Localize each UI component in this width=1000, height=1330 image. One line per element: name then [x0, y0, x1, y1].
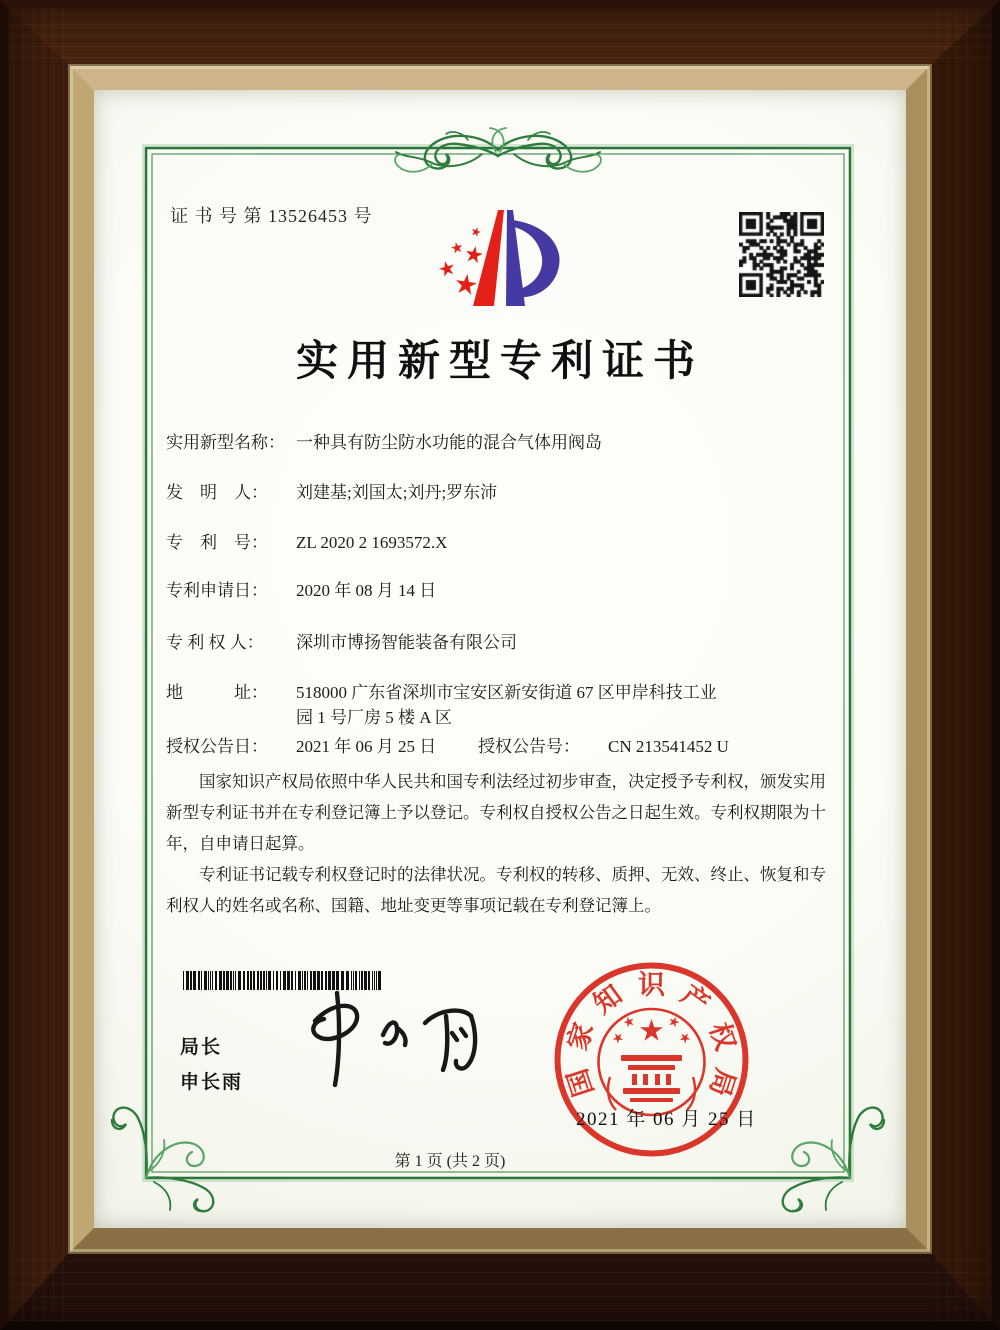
svg-text:局: 局: [703, 1065, 741, 1100]
field-label: 专 利 权 人：: [166, 633, 264, 652]
svg-text:知: 知: [587, 979, 628, 1020]
field-row-grant-no: [478, 734, 729, 759]
field-row-patent-no: [166, 530, 447, 555]
field-row-address: [166, 680, 717, 730]
director-name: 申长雨: [180, 1072, 244, 1093]
field-label: 专利申请日：: [166, 581, 268, 600]
field-label: 授权公告日：: [166, 737, 268, 756]
qr-code-icon: [739, 212, 824, 297]
field-value-line2: 园 1 号厂房 5 楼 A 区: [296, 708, 452, 727]
svg-text:权: 权: [703, 1019, 741, 1054]
field-value: 2021 年 06 月 25 日: [296, 737, 437, 756]
field-value: ZL 2020 2 1693572.X: [296, 533, 448, 552]
official-seal-icon: [544, 952, 759, 1167]
field-value: 2020 年 08 月 14 日: [296, 581, 437, 600]
gold-trim: [68, 64, 932, 1254]
field-row-inventors: [166, 480, 497, 505]
seal-date: 2021 年 06 月 25 日: [576, 1109, 757, 1130]
page-number: 第 1 页 (共 2 页): [394, 1153, 506, 1170]
field-label: 实用新型名称：: [166, 433, 285, 452]
field-value: 一种具有防尘防水功能的混合气体用阀岛: [296, 433, 602, 452]
svg-text:家: 家: [562, 1019, 600, 1054]
svg-text:识: 识: [638, 970, 665, 1000]
cnipa-patent-logo-icon: [428, 196, 578, 321]
field-label: 授权公告号：: [478, 737, 580, 756]
wood-grain: [8, 8, 68, 1322]
field-value: 刘建基;刘国太;刘丹;罗东沛: [296, 483, 498, 502]
field-row-filing-date: [166, 578, 436, 603]
body-paragraph-1: 国家知识产权局依照中华人民共和国专利法经过初步审查，决定授予专利权，颁发实用新型专利证书并在专利登记簿上予以登记。专利权自授权公告之日起生效。专利权期限为十年，自申请日起算。: [166, 772, 826, 853]
director-signature-icon: [279, 985, 509, 1103]
wood-grain: [8, 8, 992, 64]
field-value: 518000 广东省深圳市宝安区新安街道 67 区甲岸科技工业: [296, 683, 717, 702]
field-label: 发 明 人：: [166, 483, 268, 502]
field-label: 地 址：: [166, 683, 268, 702]
certificate-title: 实用新型专利证书: [295, 339, 704, 385]
wood-grain: [932, 8, 992, 1322]
wood-grain: [8, 1254, 992, 1322]
field-row-name: [166, 430, 602, 455]
field-value: 深圳市博扬智能装备有限公司: [296, 633, 517, 652]
field-label: 专 利 号：: [166, 533, 268, 552]
field-value: CN 213541452 U: [608, 737, 729, 756]
picture-frame-wood: [8, 8, 992, 1322]
director-title: 局长: [180, 1037, 223, 1058]
svg-text:产: 产: [675, 979, 716, 1020]
certificate-paper: [94, 90, 906, 1228]
field-row-grant-date: [166, 734, 436, 759]
field-row-patentee: [166, 630, 517, 655]
body-paragraph-2: 专利证书记载专利权登记时的法律状况。专利权的转移、质押、无效、终止、恢复和专利权人的姓名或名称、国籍、地址变更等事项记载在专利登记簿上。: [166, 865, 826, 915]
svg-text:国: 国: [562, 1065, 600, 1100]
certificate-number: 证 书 号 第 13526453 号: [170, 206, 373, 226]
